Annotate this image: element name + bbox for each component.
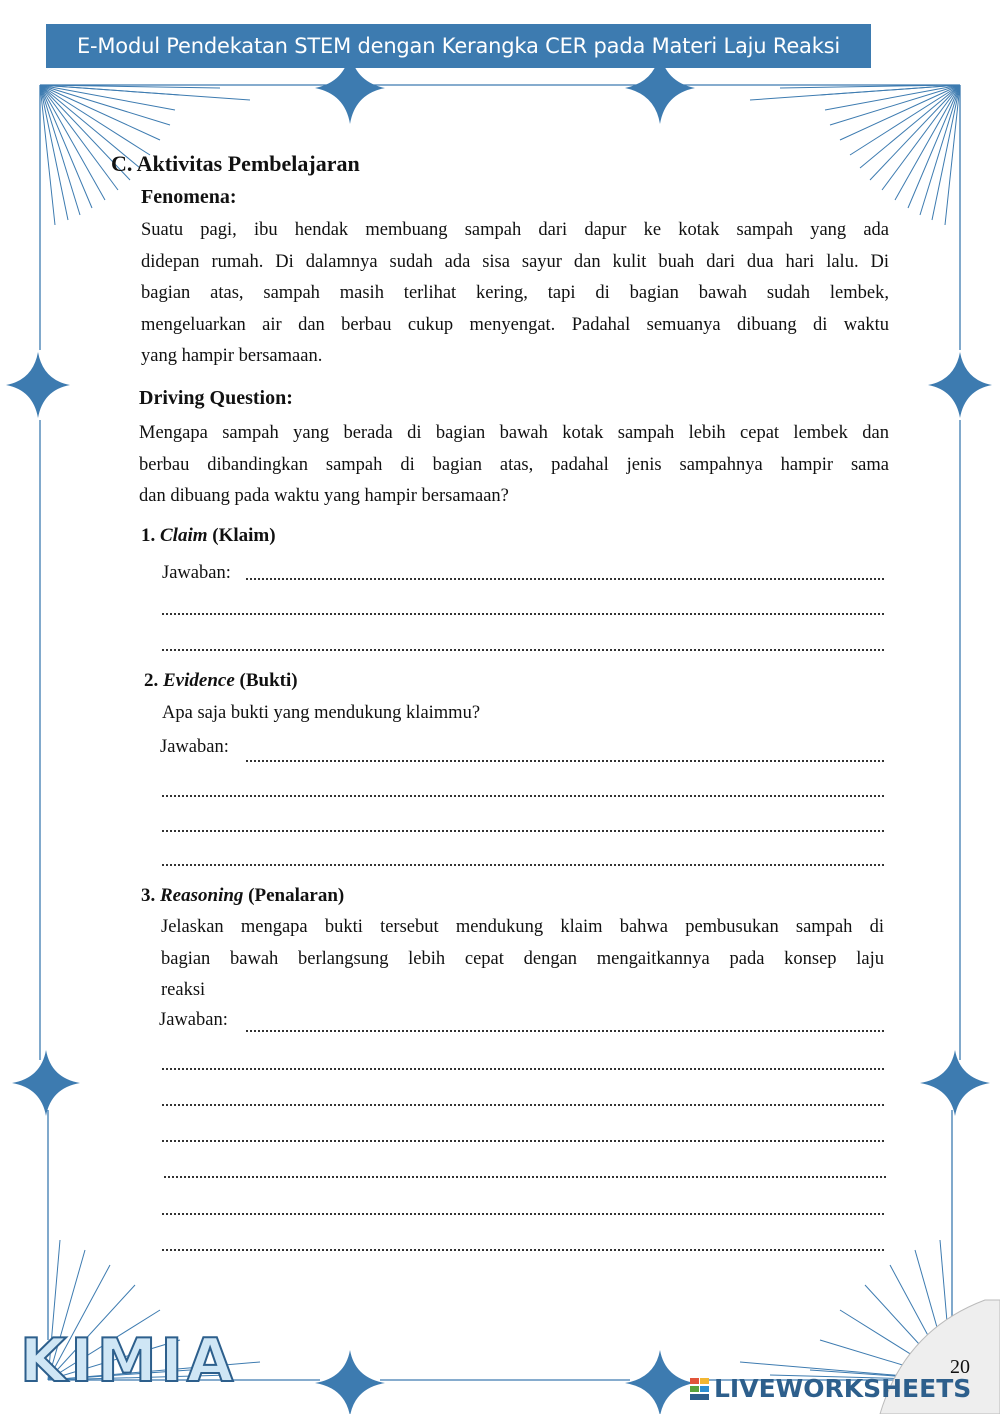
driving-line: berbau dibandingkan sampah di bagian atas, padahal jenis sampahnya hampir sama: [139, 454, 889, 475]
reasoning-prompt: [161, 912, 884, 1007]
driving-line: dan dibuang pada waktu yang hampir bersamaan?: [139, 486, 509, 506]
reasoning-answer-line[interactable]: [246, 1030, 884, 1032]
header-bar: [46, 24, 871, 68]
evidence-answer-line[interactable]: [246, 760, 884, 762]
claim-answer-line[interactable]: [162, 649, 884, 651]
evidence-number: 2.: [144, 670, 159, 691]
fenomena-line: Suatu pagi, ibu hendak membuang sampah dari dapur ke kotak sampah yang ada: [141, 220, 889, 240]
module-title: E-Modul Pendekatan STEM dengan Kerangka CER pada Materi Laju Reaksi: [76, 34, 841, 58]
page-number: 20: [950, 1356, 970, 1378]
claim-heading: [141, 525, 276, 547]
claim-answer-line[interactable]: [162, 613, 884, 615]
driving-line: Mengapa sampah yang berada di bagian bawah kotak sampah lebih cepat lembek dan: [139, 423, 889, 443]
reasoning-line: reaksi: [161, 980, 206, 1000]
fenomena-line: didepan rumah. Di dalamnya sudah ada sisa sayur dan kulit buah dari dua hari lalu. Di: [141, 251, 889, 272]
reasoning-label: (Penalaran): [248, 885, 345, 906]
evidence-label: (Bukti): [239, 670, 298, 691]
claim-term: Claim: [160, 525, 208, 546]
section-heading: C. Aktivitas Pembelajaran: [111, 151, 360, 176]
reasoning-term: Reasoning: [160, 885, 244, 906]
evidence-answer-line[interactable]: [162, 795, 884, 797]
claim-label: (Klaim): [212, 525, 276, 546]
evidence-answer-line[interactable]: [162, 830, 884, 832]
fenomena-line: yang hampir bersamaan.: [141, 346, 323, 366]
reasoning-line: Jelaskan mengapa bukti tersebut mendukung klaim bahwa pembusukan sampah di: [161, 917, 884, 937]
evidence-prompt: Apa saja bukti yang mendukung klaimmu?: [162, 703, 481, 723]
liveworksheets-text: LIVEWORKSHEETS: [714, 1374, 972, 1403]
reasoning-answer-line[interactable]: [162, 1249, 884, 1251]
claim-number: 1.: [141, 525, 156, 546]
evidence-answer-line[interactable]: [162, 864, 884, 866]
reasoning-number: 3.: [141, 885, 156, 906]
reasoning-answer-line[interactable]: [162, 1068, 884, 1070]
evidence-term: Evidence: [163, 670, 235, 691]
reasoning-line: bagian bawah berlangsung lebih cepat dengan mengaitkannya pada konsep laju: [161, 948, 884, 969]
fenomena-heading: Fenomena:: [141, 186, 237, 208]
claim-answer-line[interactable]: [246, 578, 884, 580]
driving-question-paragraph: [139, 418, 889, 513]
reasoning-answer-line[interactable]: [162, 1104, 884, 1106]
fenomena-line: mengeluarkan air dan berbau cukup menyengat. Padahal semuanya dibuang di waktu: [141, 314, 889, 335]
driving-question-heading: Driving Question:: [139, 387, 293, 409]
liveworksheets-brand: [690, 1374, 971, 1403]
evidence-heading: [144, 670, 298, 692]
evidence-answer-label: Jawaban:: [160, 737, 229, 757]
fenomena-line: bagian atas, sampah masih terlihat kering, tapi di bagian bawah sudah lembek,: [141, 283, 889, 303]
kimia-logo: KIMIA: [20, 1326, 238, 1396]
reasoning-answer-line[interactable]: [162, 1213, 884, 1215]
claim-answer-label: Jawaban:: [162, 563, 231, 583]
reasoning-answer-line[interactable]: [162, 1140, 884, 1142]
reasoning-heading: [141, 885, 344, 907]
liveworksheets-logo-icon: [690, 1378, 710, 1400]
reasoning-answer-line[interactable]: [164, 1176, 886, 1178]
reasoning-answer-label: Jawaban:: [159, 1010, 228, 1030]
fenomena-paragraph: [141, 215, 889, 373]
